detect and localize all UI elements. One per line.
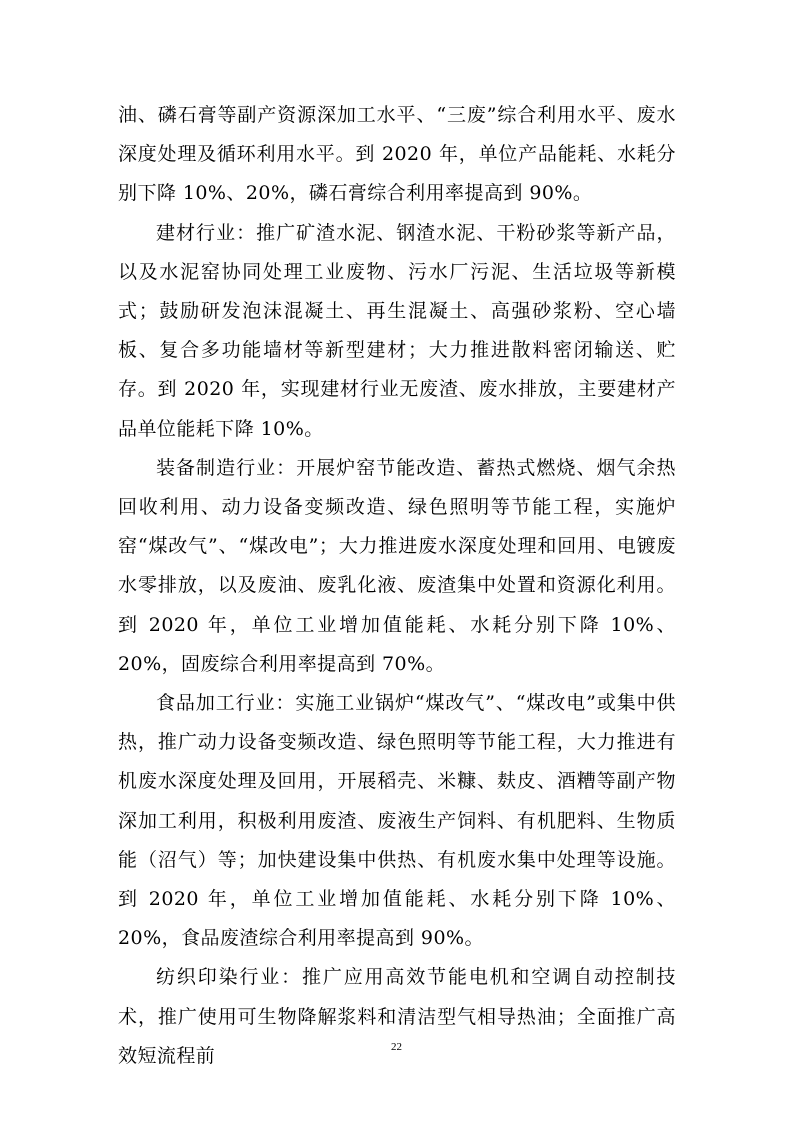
paragraph-continuation: 油、磷石膏等副产资源深加工水平、“三废”综合利用水平、废水深度处理及循环利用水平。到 2020 年，单位产品能耗、水耗分别下降 10%、20%，磷石膏综合利用率提高到 90%。 <box>118 104 676 205</box>
paragraph-building-materials: 建材行业：推广矿渣水泥、钢渣水泥、干粉砂浆等新产品，以及水泥窑协同处理工业废物、污水厂污泥、生活垃圾等新模式；鼓励研发泡沫混凝土、再生混凝土、高强砂浆粉、空心墙板、复合多功能墙材等新型建材；大力推进散料密闭输送、贮存。到 2020 年，实现建材行业无废渣、废水排放，主要建材产品单位能耗下降 10%。 <box>118 221 676 440</box>
page-number: 22 <box>391 1041 402 1053</box>
paragraph-equipment-manufacturing: 装备制造行业：开展炉窑节能改造、蓄热式燃烧、烟气余热回收利用、动力设备变频改造、绿色照明等节能工程，实施炉窑“煤改气”、“煤改电”；大力推进废水深度处理和回用、电镀废水零排放，以及废油、废乳化液、废渣集中处置和资源化利用。到 2020 年，单位工业增加值能耗、水耗分别下降 10%、20%，固废综合利用率提高到 70%。 <box>118 456 676 675</box>
paragraph-textile-dyeing: 纺织印染行业：推广应用高效节能电机和空调自动控制技术，推广使用可生物降解浆料和清洁型气相导热油；全面推广高效短流程前 <box>118 966 676 1067</box>
document-body <box>118 96 676 1076</box>
paragraph-food-processing: 食品加工行业：实施工业锅炉“煤改气”、“煤改电”或集中供热，推广动力设备变频改造、绿色照明等节能工程，大力推进有机废水深度处理及回用，开展稻壳、米糠、麸皮、酒糟等副产物深加工利用，积极利用废渣、废液生产饲料、有机肥料、生物质能（沼气）等；加快建设集中供热、有机废水集中处理等设施。到 2020 年，单位工业增加值能耗、水耗分别下降 10%、20%，食品废渣综合利用率提高到 90%。 <box>118 692 676 950</box>
